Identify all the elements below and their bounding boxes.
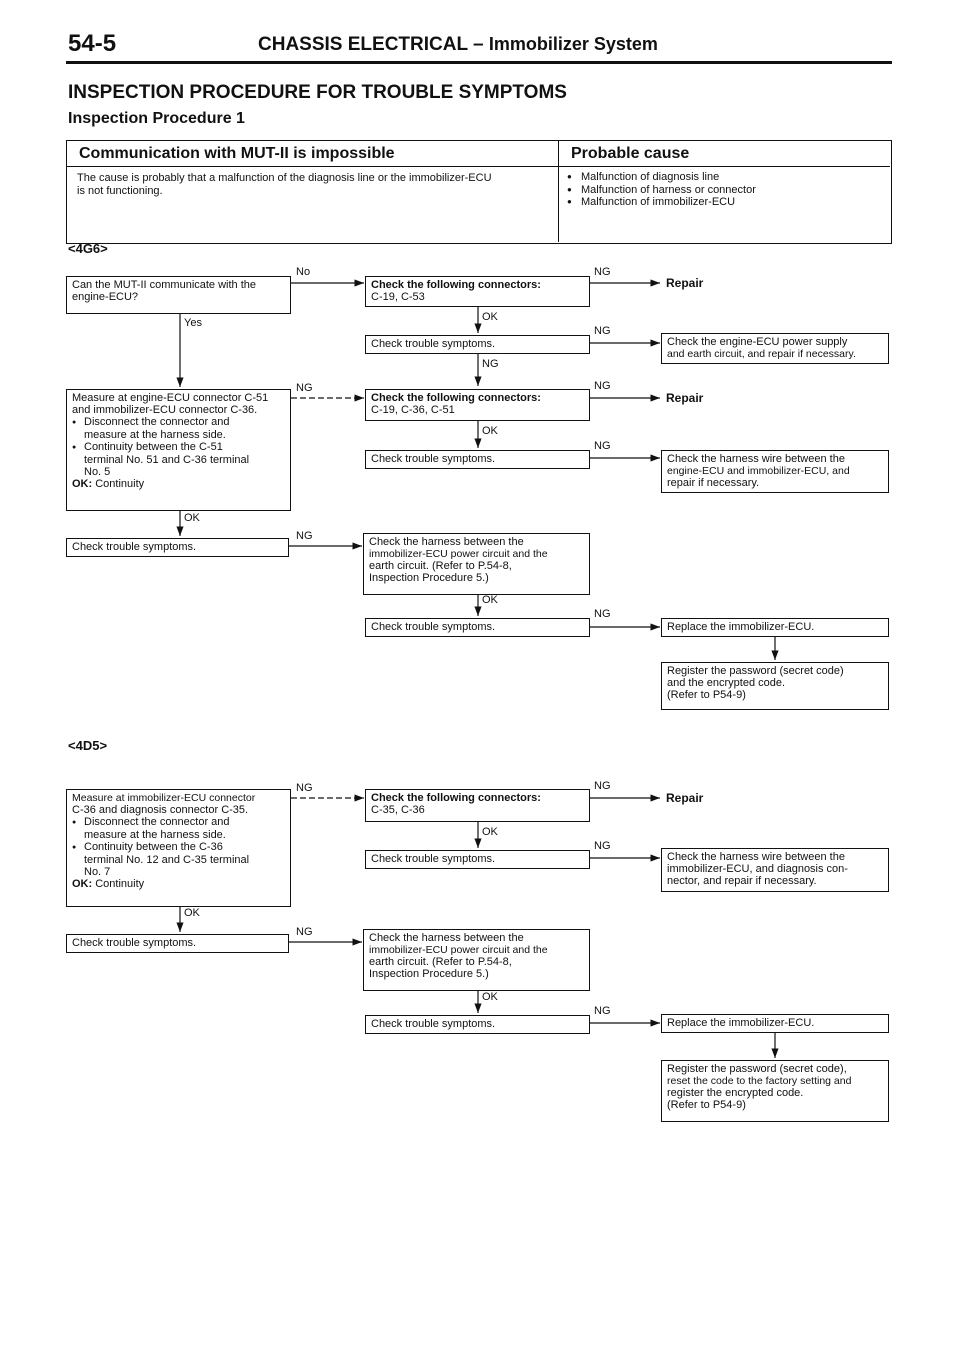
probable-cause-header: Probable cause <box>559 141 890 167</box>
box-line: nector, and repair if necessary. <box>667 875 817 887</box>
ok-criterion-label: OK: <box>72 878 93 890</box>
page-number: 54-5 <box>68 30 117 57</box>
branch-ok-label: OK <box>482 425 498 437</box>
step-line: Disconnect the connector and <box>84 816 230 828</box>
step-line: Continuity between the C-51 <box>84 441 223 453</box>
check-connectors-box <box>365 276 590 307</box>
branch-ng-label: NG <box>594 440 611 452</box>
box-line: and the encrypted code. <box>667 677 786 689</box>
question-mut-communicate <box>66 276 291 314</box>
ok-criterion-label: OK: <box>72 478 93 490</box>
description-line: The cause is probably that a malfunction of the diagnosis line or the immobilizer-ECU <box>77 172 492 184</box>
check-trouble-symptoms-box <box>66 934 289 953</box>
section-name: CHASSIS ELECTRICAL <box>258 34 468 55</box>
check-trouble-symptoms-box <box>365 335 590 354</box>
box-line: and immobilizer-ECU connector C-36. <box>72 404 258 416</box>
branch-ok-label: OK <box>482 311 498 323</box>
repair-result: Repair <box>666 391 704 405</box>
box-line: Register the password (secret code), <box>667 1063 847 1075</box>
box-line: reset the code to the factory setting and <box>667 1075 852 1087</box>
box-line: immobilizer-ECU power circuit and the <box>369 944 548 956</box>
box-line: Check the harness wire between the <box>667 851 845 863</box>
ok-criterion-text: Continuity <box>95 478 145 490</box>
box-line: (Refer to P54-9) <box>667 689 746 701</box>
branch-ng-label: NG <box>594 608 611 620</box>
check-connectors-box <box>365 789 590 822</box>
branch-ok-label: OK <box>482 991 498 1003</box>
harness-power-check-box <box>363 929 590 991</box>
branch-ng-label: NG <box>482 358 499 370</box>
box-line: Can the MUT-II communicate with the <box>72 279 257 291</box>
step-line: Disconnect the connector and <box>84 416 230 428</box>
procedure-title: Inspection Procedure 1 <box>68 110 245 127</box>
box-line: C-36 and diagnosis connector C-35. <box>72 804 249 816</box>
measure-step <box>72 816 285 841</box>
branch-ng-label: NG <box>296 926 313 938</box>
step-line: Continuity between the C-36 <box>84 841 223 853</box>
box-line: Check the following connectors: <box>371 392 541 404</box>
branch-ng-label: NG <box>594 325 611 337</box>
box-line: Check trouble symptoms. <box>371 621 496 633</box>
measure-continuity-box <box>66 389 291 511</box>
check-trouble-symptoms-box <box>365 1015 590 1034</box>
branch-ng-label: NG <box>594 1005 611 1017</box>
box-line: C-35, C-36 <box>371 804 425 816</box>
check-trouble-symptoms-box <box>365 850 590 869</box>
cause-item: ● Malfunction of harness or connector <box>567 184 882 197</box>
step-line: No. 7 <box>84 866 111 878</box>
symptom-header: Communication with MUT-II is impossible <box>67 141 559 167</box>
box-line: Replace the immobilizer-ECU. <box>667 1017 815 1029</box>
box-line: Register the password (secret code) <box>667 665 844 677</box>
variant-label-4d5: <4D5> <box>68 738 108 753</box>
check-connectors-box <box>365 389 590 421</box>
box-line: engine-ECU? <box>72 291 139 303</box>
check-trouble-symptoms-box <box>365 618 590 637</box>
box-line: Measure at engine-ECU connector C-51 <box>72 392 269 404</box>
header-separator: – <box>473 34 484 55</box>
box-line: Check the following connectors: <box>371 279 541 291</box>
box-line: immobilizer-ECU, and diagnosis con- <box>667 863 848 875</box>
ok-criterion-text: Continuity <box>95 878 145 890</box>
box-line: C-19, C-53 <box>371 291 425 303</box>
box-line: immobilizer-ECU power circuit and the <box>369 548 548 560</box>
box-line: Check trouble symptoms. <box>371 338 496 350</box>
branch-ng-label: NG <box>296 530 313 542</box>
box-line: Check the harness wire between the <box>667 453 845 465</box>
replace-ecu-box <box>661 618 889 637</box>
subsection-name: Immobilizer System <box>488 34 658 54</box>
box-line: Check the following connectors: <box>371 792 541 804</box>
variant-label-4g6: <4G6> <box>68 241 108 256</box>
branch-ng-label: NG <box>296 782 313 794</box>
check-trouble-symptoms-box <box>66 538 289 557</box>
check-trouble-symptoms-box <box>365 450 590 469</box>
repair-result: Repair <box>666 276 704 290</box>
register-password-box <box>661 662 889 710</box>
box-line: C-19, C-36, C-51 <box>371 404 455 416</box>
box-line: Check the engine-ECU power supply <box>667 336 848 348</box>
box-line: Check trouble symptoms. <box>371 453 496 465</box>
branch-no-label: No <box>296 266 311 278</box>
description-line: is not functioning. <box>77 185 163 197</box>
box-line: earth circuit. (Refer to P.54-8, <box>369 956 512 968</box>
branch-ng-label: NG <box>594 780 611 792</box>
measure-continuity-box <box>66 789 291 907</box>
power-supply-check-box <box>661 333 889 364</box>
box-line: Inspection Procedure 5.) <box>369 572 489 584</box>
step-line: No. 5 <box>84 466 111 478</box>
box-line: Inspection Procedure 5.) <box>369 968 489 980</box>
measure-step <box>72 841 285 878</box>
box-line: repair if necessary. <box>667 477 760 489</box>
box-line: register the encrypted code. <box>667 1087 804 1099</box>
step-line: measure at the harness side. <box>84 829 226 841</box>
box-line: Check the harness between the <box>369 536 524 548</box>
page-title: INSPECTION PROCEDURE FOR TROUBLE SYMPTOMS <box>68 82 567 103</box>
cause-item: ● Malfunction of diagnosis line <box>567 171 882 184</box>
box-line: earth circuit. (Refer to P.54-8, <box>369 560 512 572</box>
harness-wire-check-box <box>661 450 889 493</box>
branch-ok-label: OK <box>184 512 200 524</box>
box-line: Measure at immobilizer-ECU connector <box>72 792 256 804</box>
box-line: engine-ECU and immobilizer-ECU, and <box>667 465 850 477</box>
step-line: measure at the harness side. <box>84 429 226 441</box>
box-line: Check trouble symptoms. <box>72 937 197 949</box>
box-line: and earth circuit, and repair if necessary. <box>667 348 856 360</box>
branch-ng-label: NG <box>594 840 611 852</box>
ok-criterion <box>72 478 285 490</box>
measure-step <box>72 441 285 478</box>
box-line: Check trouble symptoms. <box>371 853 496 865</box>
branch-yes-label: Yes <box>184 317 202 329</box>
register-password-box <box>661 1060 889 1122</box>
measure-step <box>72 416 285 441</box>
branch-ng-label: NG <box>594 380 611 392</box>
box-line: Check trouble symptoms. <box>371 1018 496 1030</box>
branch-ok-label: OK <box>184 907 200 919</box>
box-line: (Refer to P54-9) <box>667 1099 746 1111</box>
replace-ecu-box <box>661 1014 889 1033</box>
step-line: terminal No. 51 and C-36 terminal <box>84 454 250 466</box>
harness-power-check-box <box>363 533 590 595</box>
cause-item: ● Malfunction of immobilizer-ECU <box>567 196 882 209</box>
branch-ok-label: OK <box>482 594 498 606</box>
box-line: Check the harness between the <box>369 932 524 944</box>
step-line: terminal No. 12 and C-35 terminal <box>84 854 250 866</box>
branch-ok-label: OK <box>482 826 498 838</box>
branch-ng-label: NG <box>296 382 313 394</box>
branch-ng-label: NG <box>594 266 611 278</box>
repair-result: Repair <box>666 791 704 805</box>
ok-criterion <box>72 878 285 890</box>
box-line: Check trouble symptoms. <box>72 541 197 553</box>
harness-wire-check-box <box>661 848 889 892</box>
box-line: Replace the immobilizer-ECU. <box>667 621 815 633</box>
